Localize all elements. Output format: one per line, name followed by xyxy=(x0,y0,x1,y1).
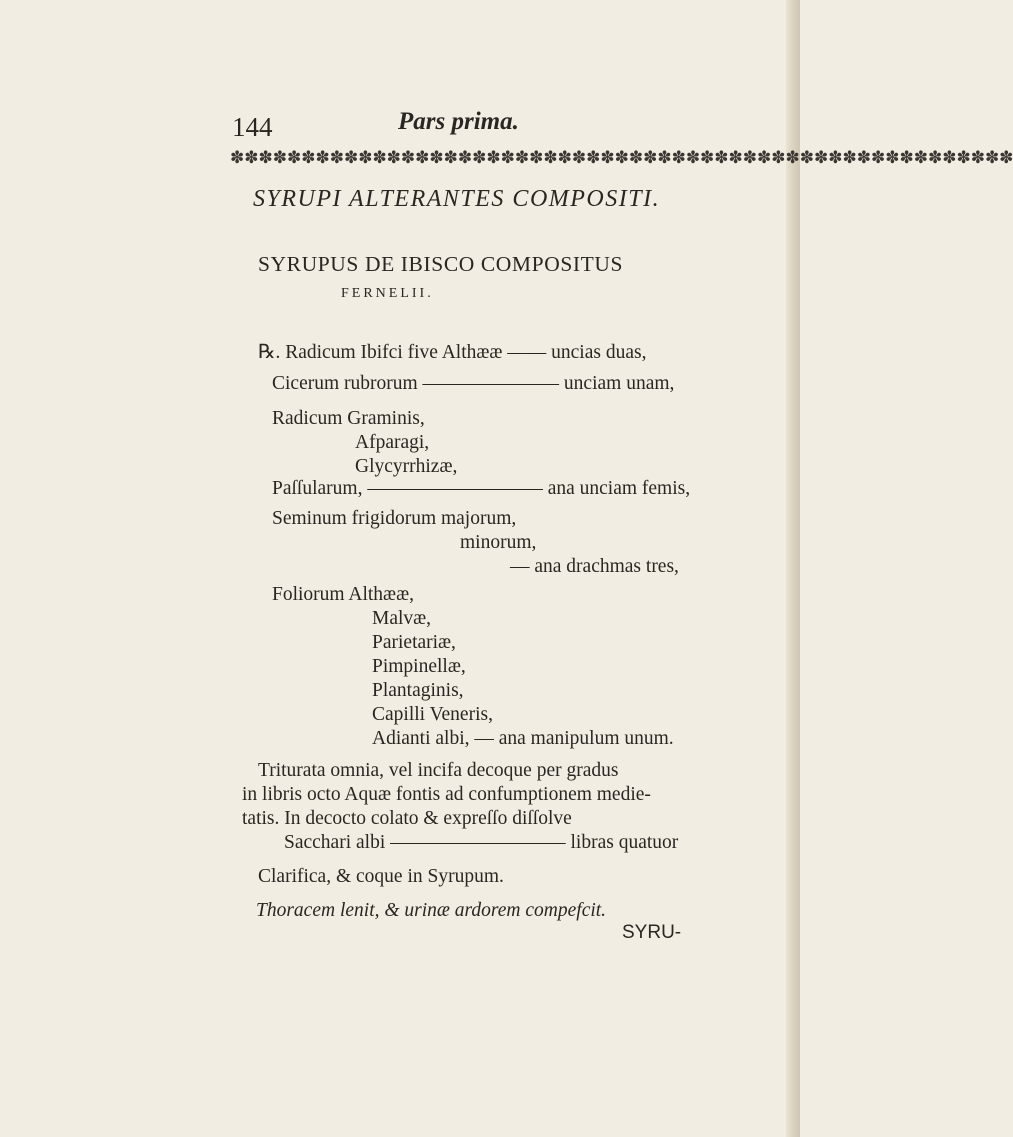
section-heading: SYRUPI ALTERANTES COMPOSITI. xyxy=(253,186,661,212)
recipe-line: Plantaginis, xyxy=(372,680,464,701)
page-edge xyxy=(786,0,800,1137)
recipe-line: Seminum frigidorum majorum, xyxy=(272,508,517,529)
recipe-line: Sacchari albi ————————— libras quatuor xyxy=(284,832,679,853)
catchword: SYRU- xyxy=(622,922,682,943)
running-title: Pars prima. xyxy=(398,108,519,135)
page-number: 144 xyxy=(232,112,273,142)
recipe-line: Cicerum rubrorum ——————— unciam unam, xyxy=(272,373,675,394)
recipe-line: Adianti albi, — ana manipulum unum. xyxy=(372,728,674,749)
recipe-line: minorum, xyxy=(460,532,537,553)
recipe-line: Parietariæ, xyxy=(372,632,456,653)
recipe-line: Triturata omnia, vel incifa decoque per gradus xyxy=(258,760,619,781)
recipe-line: Glycyrrhizæ, xyxy=(355,456,458,477)
recipe-line: Afparagi, xyxy=(355,432,430,453)
ornamental-rule: ✽✽✽✽✽✽✽✽✽✽✽✽✽✽✽✽✽✽✽✽✽✽✽✽✽✽✽✽✽✽✽✽✽✽✽✽✽✽✽✽✽✽✽✽✽✽✽✽✽✽✽✽✽✽✽ xyxy=(230,148,1013,167)
recipe-title: SYRUPUS DE IBISCO COMPOSITUS xyxy=(258,252,624,276)
recipe-line: Foliorum Althææ, xyxy=(272,584,414,605)
recipe-line: Capilli Veneris, xyxy=(372,704,493,725)
recipe-line: Thoracem lenit, & urinæ ardorem compefcit. xyxy=(256,900,607,921)
recipe-line: Radicum Graminis, xyxy=(272,408,425,429)
recipe-line: ℞. Radicum Ibifci five Althææ —— uncias duas, xyxy=(258,342,647,363)
recipe-line: Malvæ, xyxy=(372,608,432,629)
recipe-line: in libris octo Aquæ fontis ad confumptionem medie- xyxy=(242,784,651,805)
recipe-author: FERNELII. xyxy=(341,286,434,301)
recipe-line: tatis. In decocto colato & expreſſo diſſolve xyxy=(242,808,572,829)
recipe-line: Clarifica, & coque in Syrupum. xyxy=(258,866,504,887)
recipe-line: Pimpinellæ, xyxy=(372,656,466,677)
recipe-line: — ana drachmas tres, xyxy=(510,556,679,577)
recipe-line: Paſſularum, ————————— ana unciam femis, xyxy=(272,478,691,499)
